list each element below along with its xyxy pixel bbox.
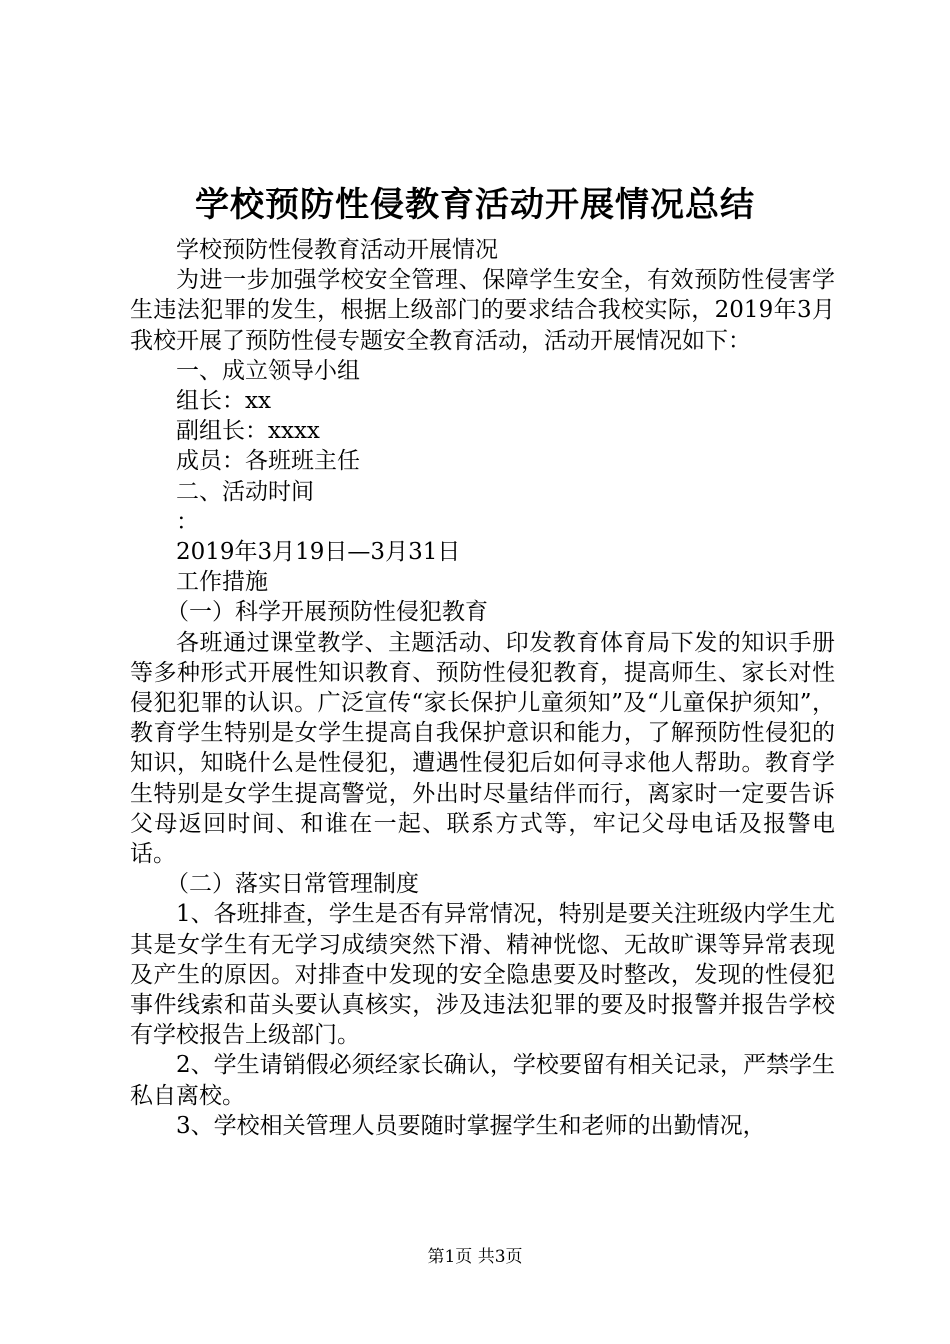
subsection-heading-education: （一）科学开展预防性侵犯教育 bbox=[166, 599, 488, 626]
management-item-3: 3、学校相关管理人员要随时掌握学生和老师的出勤情况， bbox=[176, 1112, 766, 1139]
section-heading-leadership: 一、成立领导小组 bbox=[176, 357, 360, 384]
document-body bbox=[130, 235, 835, 1141]
section-heading-measures: 工作措施 bbox=[176, 569, 268, 596]
deputy-leader-line: 副组长：xxxx bbox=[176, 418, 320, 445]
intro-paragraph: 为进一步加强学校安全管理、保障学生安全，有效预防性侵害学生违法犯罪的发生，根据上级部门的要求结合我校实际，2019年3月我校开展了预防性侵专题安全教育活动，活动开展情况如下： bbox=[130, 267, 835, 354]
page-footer: 第1页 共3页 bbox=[427, 1247, 523, 1267]
subsection-heading-management: （二）落实日常管理制度 bbox=[166, 871, 419, 898]
management-item-2: 2、学生请销假必须经家长确认，学校要留有相关记录，严禁学生私自离校。 bbox=[130, 1052, 835, 1109]
subtitle-line: 学校预防性侵教育活动开展情况 bbox=[176, 237, 498, 263]
date-range-line: 2019年3月19日—3月31日 bbox=[176, 539, 461, 566]
education-paragraph: 各班通过课堂教学、主题活动、印发教育体育局下发的知识手册等多种形式开展性知识教育、预防性侵犯教育，提高师生、家长对性侵犯犯罪的认识。广泛宣传“家长保护儿童须知”及“儿童保护须知”，教育学生特别是女学生提高自我保护意识和能力，了解预防性侵犯的知识，知晓什么是性侵犯，遭遇性侵犯后如何寻求他人帮助。教育学生特别是女学生提高警觉，外出时尽量结伴而行，离家时一定要告诉父母返回时间、和谁在一起、联系方式等，牢记父母电话及报警电话。 bbox=[130, 629, 835, 868]
management-item-1: 1、各班排查，学生是否有异常情况，特别是要关注班级内学生尤其是女学生有无学习成绩突然下滑、精神恍惚、无故旷课等异常表现及产生的原因。对排查中发现的安全隐患要及时整改，发现的性侵犯事件线索和苗头要认真核实，涉及违法犯罪的要及时报警并报告学校有学校报告上级部门。 bbox=[130, 901, 835, 1049]
leader-line: 组长：xx bbox=[176, 388, 271, 415]
document-title: 学校预防性侵教育活动开展情况总结 bbox=[195, 185, 755, 225]
members-line: 成员：各班班主任 bbox=[176, 448, 360, 475]
section-heading-time: 二、活动时间 bbox=[176, 478, 314, 505]
colon-line: ： bbox=[176, 508, 199, 535]
